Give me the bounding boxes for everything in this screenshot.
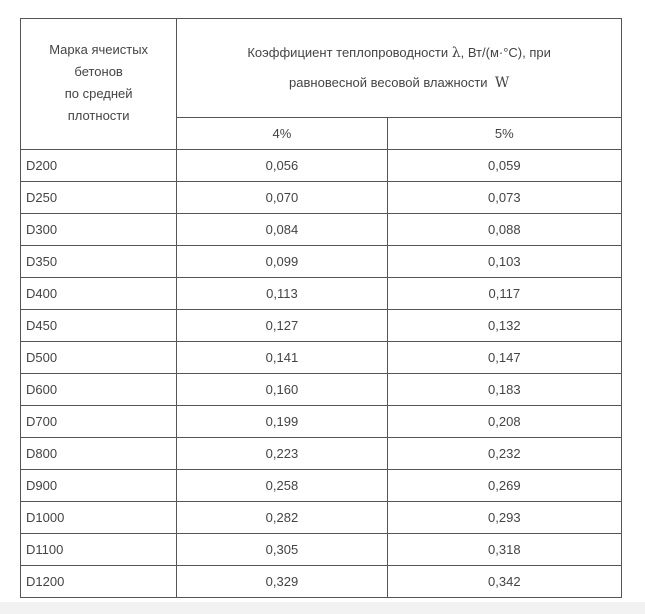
cell-conductivity-4: 0,084 [177, 214, 387, 246]
cell-conductivity-5: 0,117 [387, 278, 621, 310]
table-row [21, 374, 622, 406]
cell-conductivity-4: 0,056 [177, 150, 387, 182]
table-row [21, 150, 622, 182]
cell-conductivity-4: 0,160 [177, 374, 387, 406]
table-row [21, 310, 622, 342]
table-row [21, 502, 622, 534]
header-grade-line-2: бетонов [74, 64, 123, 79]
cell-concrete-grade: D250 [21, 182, 177, 214]
table-row [21, 214, 622, 246]
cell-concrete-grade: D1100 [21, 534, 177, 566]
cell-conductivity-5: 0,103 [387, 246, 621, 278]
lambda-symbol: λ [451, 45, 461, 61]
table-row [21, 438, 622, 470]
cell-conductivity-5: 0,132 [387, 310, 621, 342]
cell-concrete-grade: D600 [21, 374, 177, 406]
table-row [21, 406, 622, 438]
cell-concrete-grade: D1000 [21, 502, 177, 534]
cell-concrete-grade: D500 [21, 342, 177, 374]
cell-concrete-grade: D300 [21, 214, 177, 246]
cell-concrete-grade: D800 [21, 438, 177, 470]
cell-conductivity-4: 0,099 [177, 246, 387, 278]
thermal-conductivity-table-container [20, 18, 622, 598]
header-grade-line-4: плотности [67, 108, 130, 123]
table-row [21, 470, 622, 502]
table-row [21, 246, 622, 278]
cell-conductivity-5: 0,293 [387, 502, 621, 534]
cell-conductivity-4: 0,305 [177, 534, 387, 566]
header-concrete-grade [21, 19, 177, 150]
cell-conductivity-4: 0,127 [177, 310, 387, 342]
cell-concrete-grade: D1200 [21, 566, 177, 598]
cell-conductivity-5: 0,208 [387, 406, 621, 438]
cell-conductivity-5: 0,342 [387, 566, 621, 598]
thermal-conductivity-table [20, 18, 622, 598]
cell-conductivity-5: 0,232 [387, 438, 621, 470]
cell-conductivity-5: 0,073 [387, 182, 621, 214]
cell-conductivity-5: 0,269 [387, 470, 621, 502]
table-row [21, 342, 622, 374]
header-humidity-5: 5% [387, 118, 621, 150]
cell-conductivity-4: 0,329 [177, 566, 387, 598]
cell-conductivity-4: 0,282 [177, 502, 387, 534]
header-grade-line-1: Марка ячеистых [49, 42, 149, 57]
cell-conductivity-5: 0,183 [387, 374, 621, 406]
header-row-main [21, 19, 622, 118]
cell-concrete-grade: D350 [21, 246, 177, 278]
table-body [21, 150, 622, 598]
cell-concrete-grade: D400 [21, 278, 177, 310]
table-row [21, 566, 622, 598]
cell-conductivity-4: 0,199 [177, 406, 387, 438]
cell-conductivity-4: 0,223 [177, 438, 387, 470]
header-coef-text-2: равновесной весовой влажности [289, 75, 488, 90]
cell-concrete-grade: D200 [21, 150, 177, 182]
table-row [21, 278, 622, 310]
header-humidity-4: 4% [177, 118, 387, 150]
header-coef-text-1: Коэффициент теплопроводности [247, 45, 449, 60]
table-row [21, 534, 622, 566]
cell-conductivity-4: 0,113 [177, 278, 387, 310]
cell-concrete-grade: D700 [21, 406, 177, 438]
cell-conductivity-4: 0,070 [177, 182, 387, 214]
table-row [21, 182, 622, 214]
cell-conductivity-5: 0,318 [387, 534, 621, 566]
cell-conductivity-5: 0,088 [387, 214, 621, 246]
cell-conductivity-5: 0,059 [387, 150, 621, 182]
w-symbol: W [494, 75, 510, 91]
header-conductivity-coefficient [177, 19, 622, 118]
cell-concrete-grade: D450 [21, 310, 177, 342]
header-grade-line-3: по средней [64, 86, 133, 101]
cell-conductivity-4: 0,258 [177, 470, 387, 502]
cell-concrete-grade: D900 [21, 470, 177, 502]
cell-conductivity-4: 0,141 [177, 342, 387, 374]
header-coef-unit: , Вт/(м·°С), при [460, 45, 551, 60]
bottom-strip [0, 602, 645, 614]
cell-conductivity-5: 0,147 [387, 342, 621, 374]
